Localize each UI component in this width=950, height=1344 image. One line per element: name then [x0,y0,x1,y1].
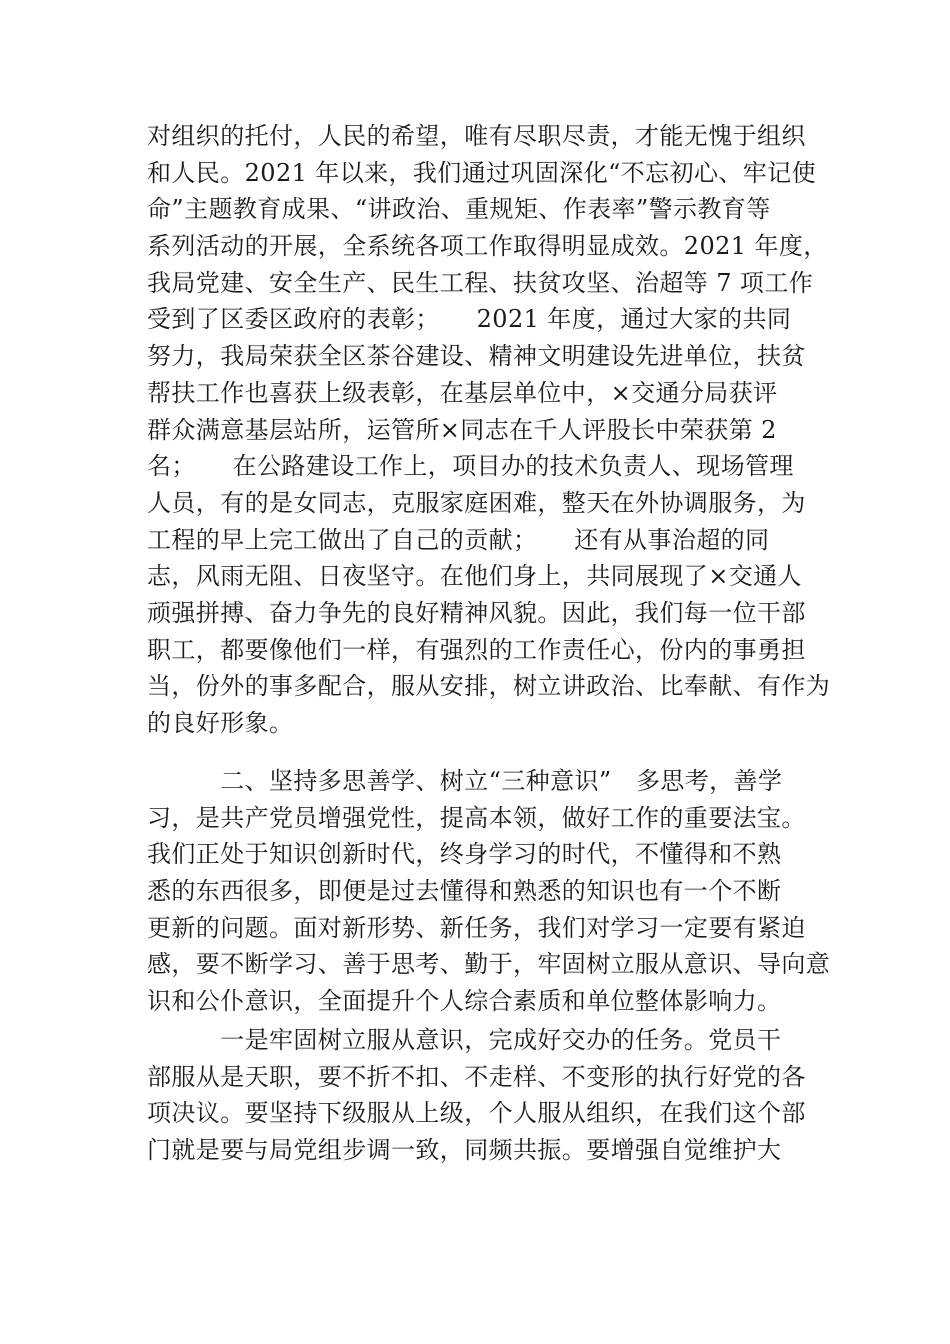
text-line: 和人民。2021 年以来，我们通过巩固深化“不忘初心、牢记使 [147,158,816,187]
text-line: 识和公仆意识，全面提升个人综合素质和单位整体影响力。 [147,987,782,1016]
text-line: 更新的问题。面对新形势、新任务，我们对学习一定要有紧迫 [147,913,806,942]
paragraph-obedience [147,1022,813,1169]
text-line: 工程的早上完工做出了自己的贡献； 还有从事治超的同 [147,525,770,554]
text-line: 顽强拼搏、奋力争先的良好精神风貌。因此，我们每一位干部 [147,598,806,627]
paragraph-achievements [147,118,831,742]
text-line: 群众满意基层站所，运管所×同志在千人评股长中荣获第 2 [147,415,777,444]
text-line: 我们正处于知识创新时代，终身学习的时代，不懂得和不熟 [147,840,782,869]
text-line: 悉的东西很多，即便是过去懂得和熟悉的知识也有一个不断 [147,877,782,906]
text-line: 人员，有的是女同志，克服家庭困难，整天在外协调服务，为 [147,488,806,517]
text-line: 对组织的托付，人民的希望，唯有尽职尽责，才能无愧于组织 [147,122,806,150]
text-line: 名； 在公路建设工作上，项目办的技术负责人、现场管理 [147,452,794,481]
text-line: 项决议。要坚持下级服从上级，个人服从组织，在我们这个部 [147,1099,806,1128]
text-line: 的良好形象。 [147,709,294,737]
text-line: 我局党建、安全生产、民生工程、扶贫攻坚、治超等 7 项工作 [147,268,814,297]
text-line: 帮扶工作也喜获上级表彰，在基层单位中，×交通分局获评 [147,378,778,407]
paragraph-section-two [147,763,831,1020]
text-line: 系列活动的开展，全系统各项工作取得明显成效。2021 年度， [147,232,828,261]
text-line: 习，是共产党员增强党性，提高本领，做好工作的重要法宝。 [147,803,806,832]
text-line: 二、坚持多思善学、树立“三种意识” 多思考，善学 [147,767,783,795]
text-line: 志，风雨无阻、日夜坚守。在他们身上，共同展现了×交通人 [147,562,802,591]
text-line: 职工，都要像他们一样，有强烈的工作责任心，份内的事勇担 [147,635,806,664]
text-line: 部服从是天职，要不折不扣、不走样、不变形的执行好党的各 [147,1062,806,1091]
text-line: 受到了区委区政府的表彰； 2021 年度，通过大家的共同 [147,305,792,334]
text-line: 感，要不断学习、善于思考、勤于，牢固树立服从意识、导向意 [147,950,831,979]
text-line: 命”主题教育成果、“讲政治、重规矩、作表率”警示教育等 [147,195,771,224]
text-line: 一是牢固树立服从意识，完成好交办的任务。党员干 [147,1026,782,1054]
text-line: 当，份外的事多配合，服从安排，树立讲政治、比奉献、有作为 [147,672,831,701]
text-line: 门就是要与局党组步调一致，同频共振。要增强自觉维护大 [147,1136,782,1165]
text-line: 努力，我局荣获全区茶谷建设、精神文明建设先进单位，扶贫 [147,342,806,371]
